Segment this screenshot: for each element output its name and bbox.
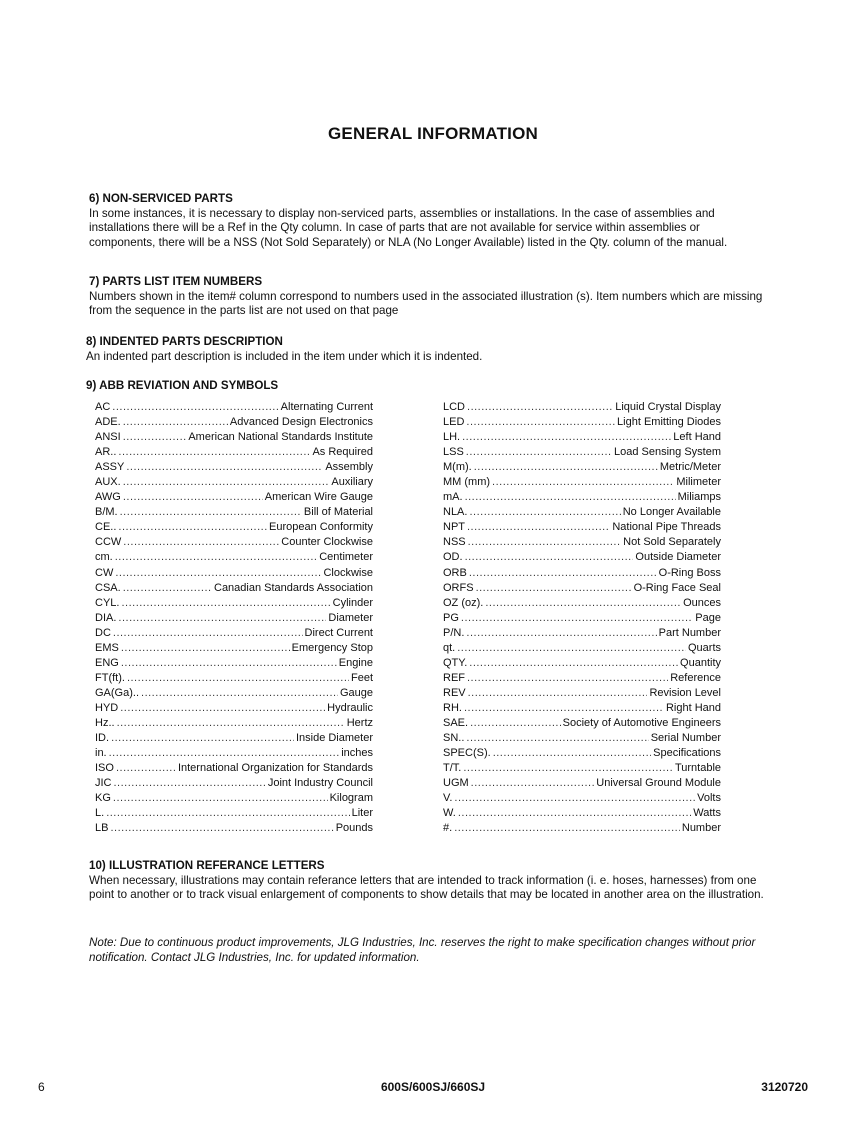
section-parts-list-item-numbers	[89, 275, 769, 319]
abbreviation-row	[443, 761, 721, 776]
abbreviation: OZ (oz).	[443, 596, 484, 609]
abbreviation: KG	[95, 792, 111, 805]
abbreviation-meaning: Not Sold Separately	[623, 536, 721, 549]
dot-leader	[115, 566, 321, 581]
abbreviation: NLA.	[443, 506, 468, 519]
abbreviation: LSS	[443, 446, 464, 459]
abbreviation-row	[443, 475, 721, 490]
dot-leader	[118, 520, 267, 535]
abbreviation-row	[443, 641, 721, 656]
abbreviation-row	[95, 656, 373, 671]
abbreviation-row	[95, 475, 373, 490]
abbreviation-meaning: As Required	[312, 446, 373, 459]
abbreviation: NPT	[443, 521, 465, 534]
abbreviation-row	[443, 596, 721, 611]
abbreviation-meaning: Canadian Standards Association	[214, 581, 373, 594]
abbreviation-row	[443, 686, 721, 701]
dot-leader	[469, 566, 657, 581]
dot-leader	[115, 550, 317, 565]
dot-leader	[476, 581, 632, 596]
abbreviation-row	[443, 505, 721, 520]
abbreviation-row	[95, 641, 373, 656]
dot-leader	[466, 731, 648, 746]
dot-leader	[113, 791, 328, 806]
abbreviation: AWG	[95, 491, 121, 504]
abbreviation: ID.	[95, 732, 110, 745]
section-heading: 7) PARTS LIST ITEM NUMBERS	[89, 275, 263, 288]
abbreviation-row	[95, 701, 373, 716]
dot-leader	[469, 505, 620, 520]
abbreviation-meaning: American National Standards Institute	[188, 431, 373, 444]
abbreviation-row	[443, 731, 721, 746]
abbreviation: cm.	[95, 551, 113, 564]
abbreviation-row	[443, 701, 721, 716]
abbreviation-row	[443, 671, 721, 686]
abbreviation-row	[443, 776, 721, 791]
abbreviation: REV	[443, 686, 466, 699]
abbreviation-row	[443, 400, 721, 415]
dot-leader	[120, 701, 325, 716]
abbreviation-meaning: Miliamps	[677, 491, 721, 504]
dot-leader	[141, 686, 338, 701]
dot-leader	[470, 716, 561, 731]
abbreviation: LB	[95, 822, 109, 835]
abbreviation: CSA.	[95, 581, 121, 594]
abbreviation: LCD	[443, 401, 466, 413]
dot-leader	[469, 656, 678, 671]
dot-leader	[113, 626, 303, 641]
abbreviation-row	[443, 490, 721, 505]
dot-leader	[123, 430, 187, 445]
abbreviation-row	[443, 550, 721, 565]
abbreviation-row	[95, 400, 373, 415]
abbreviation-meaning: Number	[681, 822, 721, 835]
abbreviation-row	[443, 535, 721, 550]
abbreviation: ANSI	[95, 431, 121, 444]
dot-leader	[466, 445, 612, 460]
abbreviation-meaning: Light Emitting Diodes	[617, 416, 721, 429]
dot-leader	[123, 581, 212, 596]
abbreviation-row	[95, 445, 373, 460]
abbreviation-row	[95, 686, 373, 701]
abbreviation-meaning: Kilogram	[329, 792, 373, 805]
abbreviation-meaning: Hertz	[346, 716, 373, 729]
abbreviation: Hz..	[95, 716, 115, 729]
abbreviation: JIC	[95, 777, 112, 790]
dot-leader	[461, 611, 693, 626]
abbreviation-meaning: Serial Number	[650, 732, 721, 745]
abbreviation-meaning: Liquid Crystal Display	[615, 401, 721, 413]
abbreviation-row	[95, 596, 373, 611]
abbreviation-row	[95, 716, 373, 731]
abbreviation-row	[95, 566, 373, 581]
abbreviation-meaning: Quantity	[680, 656, 721, 669]
page-number: 6	[38, 1080, 45, 1094]
abbreviation-row	[95, 505, 373, 520]
abbreviation-meaning: Assembly	[325, 461, 373, 474]
abbreviation: CCW	[95, 536, 122, 549]
abbreviation: NSS	[443, 536, 466, 549]
abbreviation-meaning: Direct Current	[304, 626, 373, 639]
abbreviation: SAE.	[443, 716, 469, 729]
abbreviation-meaning: O-Ring Boss	[658, 566, 721, 579]
abbreviation-row	[95, 761, 373, 776]
abbreviation-meaning: Outside Diameter	[635, 551, 721, 564]
abbreviation-row	[95, 626, 373, 641]
section-body: Numbers shown in the item# column correspond to numbers used in the associated illustration (s). Item numbers which are missing from the sequence in the parts list are not used on that page	[89, 289, 763, 317]
abbreviation: OD.	[443, 551, 463, 564]
abbreviation: MM (mm)	[443, 476, 491, 489]
abbreviation: V.	[443, 792, 453, 805]
dot-leader	[457, 641, 686, 656]
abbreviation-meaning: Feet	[350, 671, 373, 684]
dot-leader	[467, 400, 613, 415]
dot-leader	[454, 821, 680, 836]
abbreviation: FT(ft).	[95, 671, 125, 684]
abbreviation-row	[443, 460, 721, 475]
abbreviation-row	[95, 581, 373, 596]
abbreviation-meaning: Pounds	[335, 822, 373, 835]
abbreviation: DIA.	[95, 611, 117, 624]
section-heading: 6) NON-SERVICED PARTS	[89, 192, 233, 205]
abbreviation-row	[443, 611, 721, 626]
abbreviation: SPEC(S).	[443, 747, 491, 760]
abbreviation-row	[443, 415, 721, 430]
abbreviation-row	[95, 490, 373, 505]
dot-leader	[106, 806, 349, 821]
abbreviation: LED	[443, 416, 465, 429]
abbreviation: REF	[443, 671, 465, 684]
dot-leader	[120, 505, 302, 520]
abbreviation-row	[95, 746, 373, 761]
abbreviation: M(m).	[443, 461, 472, 474]
abbreviation: W.	[443, 807, 456, 820]
abbreviation-meaning: European Conformity	[269, 521, 373, 534]
dot-leader	[123, 535, 279, 550]
dot-leader	[112, 400, 278, 415]
abbreviation-meaning: Reference	[670, 671, 721, 684]
abbreviation: ISO	[95, 762, 114, 775]
abbreviation-meaning: Liter	[351, 807, 373, 820]
abbreviation-row	[443, 581, 721, 596]
abbreviation-row	[95, 611, 373, 626]
abbreviation-row	[443, 626, 721, 641]
dot-leader	[474, 460, 658, 475]
dot-leader	[465, 550, 634, 565]
abbreviation-meaning: Clockwise	[323, 566, 373, 579]
section-non-serviced-parts	[89, 192, 769, 250]
dot-leader	[110, 821, 333, 836]
abbreviation: AUX.	[95, 476, 121, 489]
abbreviation-meaning: Joint Industry Council	[267, 777, 373, 790]
dot-leader	[121, 596, 330, 611]
abbreviation-meaning: Watts	[693, 807, 721, 820]
abbreviation: L.	[95, 807, 105, 820]
dot-leader	[123, 490, 263, 505]
dot-leader	[458, 806, 691, 821]
dot-leader	[465, 490, 676, 505]
abbreviation-meaning: Right Hand	[665, 701, 721, 714]
abbreviation-meaning: Cylinder	[332, 596, 373, 609]
dot-leader	[126, 460, 323, 475]
abbreviation: ORFS	[443, 581, 474, 594]
abbreviation-row	[443, 821, 721, 836]
dot-leader	[123, 475, 330, 490]
abbreviation: HYD	[95, 701, 119, 714]
abbreviation-row	[95, 806, 373, 821]
dot-leader	[118, 611, 326, 626]
abbreviation-row	[443, 430, 721, 445]
dot-leader	[466, 626, 656, 641]
abbreviation: EMS	[95, 641, 119, 654]
abbreviation-row	[95, 535, 373, 550]
abbreviation-meaning: Universal Ground Module	[596, 777, 721, 790]
dot-leader	[454, 791, 695, 806]
abbreviation-meaning: inches	[341, 747, 373, 760]
section-heading: 8) INDENTED PARTS DESCRIPTION	[86, 335, 283, 348]
abbreviation: B/M.	[95, 506, 118, 519]
section-illustration-reference-letters	[89, 859, 769, 903]
dot-leader	[468, 535, 622, 550]
abbreviation: CW	[95, 566, 114, 579]
abbreviation-meaning: No Longer Available	[622, 506, 721, 519]
dot-leader	[123, 415, 228, 430]
abbreviation-row	[95, 550, 373, 565]
abbreviation-meaning: Part Number	[658, 626, 721, 639]
abbreviation: QTY.	[443, 656, 468, 669]
abbreviation-meaning: Society of Automotive Engineers	[562, 716, 721, 729]
abbreviation: in.	[95, 747, 107, 760]
disclaimer-note: Note: Due to continuous product improvements, JLG Industries, Inc. reserves the right to make specification changes without prior notification. Contact JLG Industries, Inc. for updated information.	[89, 936, 756, 964]
abbreviation-meaning: Engine	[338, 656, 373, 669]
dot-leader	[466, 415, 615, 430]
abbreviation-list-right	[443, 400, 721, 836]
dot-leader	[493, 746, 651, 761]
abbreviation-meaning: Diameter	[328, 611, 373, 624]
dot-leader	[485, 596, 681, 611]
abbreviation-meaning: National Pipe Threads	[612, 521, 721, 534]
abbreviation-meaning: Quarts	[687, 641, 721, 654]
dot-leader	[121, 641, 290, 656]
section-abbreviations	[86, 379, 766, 394]
dot-leader	[471, 776, 595, 791]
abbreviation: ORB	[443, 566, 467, 579]
abbreviation-row	[95, 430, 373, 445]
section-body: In some instances, it is necessary to display non-serviced parts, assemblies or installations. In the case of assemblies and installations there will be a Ref in the Qty column. In case of parts that are not available for service within assemblies or components, there will be a NSS (Not Sold Separately) or NLA (No Longer Available) listed in the Qty. column of the manual.	[89, 206, 728, 249]
abbreviation-meaning: Revision Level	[649, 686, 721, 699]
section-indented-parts-description	[86, 335, 766, 364]
abbreviation-list-left	[95, 400, 373, 836]
abbreviation: qt.	[443, 641, 456, 654]
dot-leader	[462, 430, 671, 445]
dot-leader	[468, 686, 648, 701]
abbreviation: RH.	[443, 701, 462, 714]
abbreviation-row	[95, 520, 373, 535]
abbreviation-meaning: Counter Clockwise	[281, 536, 373, 549]
abbreviation-meaning: Milimeter	[676, 476, 721, 489]
abbreviation-meaning: American Wire Gauge	[264, 491, 373, 504]
abbreviation-row	[443, 445, 721, 460]
section-heading: 10) ILLUSTRATION REFERANCE LETTERS	[89, 859, 325, 872]
abbreviation-meaning: Load Sensing System	[613, 446, 721, 459]
footer-model: 600S/600SJ/660SJ	[380, 1080, 486, 1094]
abbreviation-meaning: Advanced Design Electronics	[229, 416, 373, 429]
dot-leader	[114, 776, 266, 791]
abbreviation-meaning: Bill of Material	[303, 506, 373, 519]
abbreviation-row	[95, 671, 373, 686]
abbreviation-row	[443, 656, 721, 671]
dot-leader	[116, 761, 176, 776]
abbreviation-meaning: Hydraulic	[327, 701, 373, 714]
abbreviation: SN..	[443, 732, 465, 745]
abbreviation: ADE.	[95, 416, 121, 429]
dot-leader	[463, 761, 673, 776]
dot-leader	[467, 671, 668, 686]
dot-leader	[464, 701, 664, 716]
abbreviation-row	[95, 731, 373, 746]
dot-leader	[127, 671, 349, 686]
abbreviation-row	[95, 776, 373, 791]
abbreviation-meaning: International Organization for Standards	[177, 762, 373, 775]
abbreviation-meaning: Page	[695, 611, 721, 624]
abbreviation-meaning: Ounces	[683, 596, 721, 609]
dot-leader	[111, 731, 294, 746]
abbreviation: AR..	[95, 446, 117, 459]
abbreviation-meaning: Volts	[697, 792, 721, 805]
abbreviation: UGM	[443, 777, 469, 790]
page-title: GENERAL INFORMATION	[328, 124, 538, 143]
abbreviation: mA.	[443, 491, 463, 504]
abbreviation: ENG	[95, 656, 119, 669]
section-body: When necessary, illustrations may contain referance letters that are intended to track information (i. e. hoses, harnesses) from one point to another or to track visual enlargement of components to show details that may be located in another area on the illustration.	[89, 873, 764, 901]
abbreviation-row	[95, 460, 373, 475]
abbreviation-row	[95, 821, 373, 836]
abbreviation-row	[443, 746, 721, 761]
abbreviation-meaning: Gauge	[339, 686, 373, 699]
abbreviation-meaning: Inside Diameter	[295, 732, 373, 745]
abbreviation-meaning: Metric/Meter	[659, 461, 721, 474]
abbreviation-row	[95, 415, 373, 430]
dot-leader	[492, 475, 674, 490]
abbreviation-row	[443, 716, 721, 731]
abbreviation: T/T.	[443, 762, 462, 775]
abbreviation: AC	[95, 401, 111, 413]
abbreviation-row	[443, 791, 721, 806]
abbreviation: #.	[443, 822, 453, 835]
dot-leader	[121, 656, 337, 671]
abbreviation: CYL.	[95, 596, 120, 609]
abbreviation-meaning: Emergency Stop	[291, 641, 373, 654]
abbreviation-row	[443, 520, 721, 535]
abbreviation-row	[443, 566, 721, 581]
abbreviation-row	[95, 791, 373, 806]
abbreviation: ASSY	[95, 461, 125, 474]
abbreviation-meaning: O-Ring Face Seal	[633, 581, 721, 594]
abbreviation-meaning: Centimeter	[319, 551, 373, 564]
abbreviation: DC	[95, 626, 111, 639]
abbreviation: GA(Ga)..	[95, 686, 140, 699]
dot-leader	[467, 520, 610, 535]
abbreviation: P/N.	[443, 626, 465, 639]
abbreviation: PG	[443, 611, 459, 624]
footer-doc-number: 3120720	[761, 1080, 808, 1094]
abbreviation-row	[443, 806, 721, 821]
abbreviation: CE..	[95, 521, 117, 534]
abbreviation-meaning: Left Hand	[673, 431, 721, 444]
abbreviation-meaning: Specifications	[653, 747, 721, 760]
dot-leader	[118, 445, 310, 460]
section-body: An indented part description is included in the item under which it is indented.	[86, 349, 483, 363]
abbreviation-meaning: Turntable	[674, 762, 721, 775]
section-heading: 9) ABB REVIATION AND SYMBOLS	[86, 379, 279, 392]
abbreviation-meaning: Auxiliary	[331, 476, 373, 489]
abbreviation-meaning: Alternating Current	[280, 401, 373, 413]
abbreviation: LH.	[443, 431, 461, 444]
dot-leader	[109, 746, 340, 761]
dot-leader	[117, 716, 345, 731]
